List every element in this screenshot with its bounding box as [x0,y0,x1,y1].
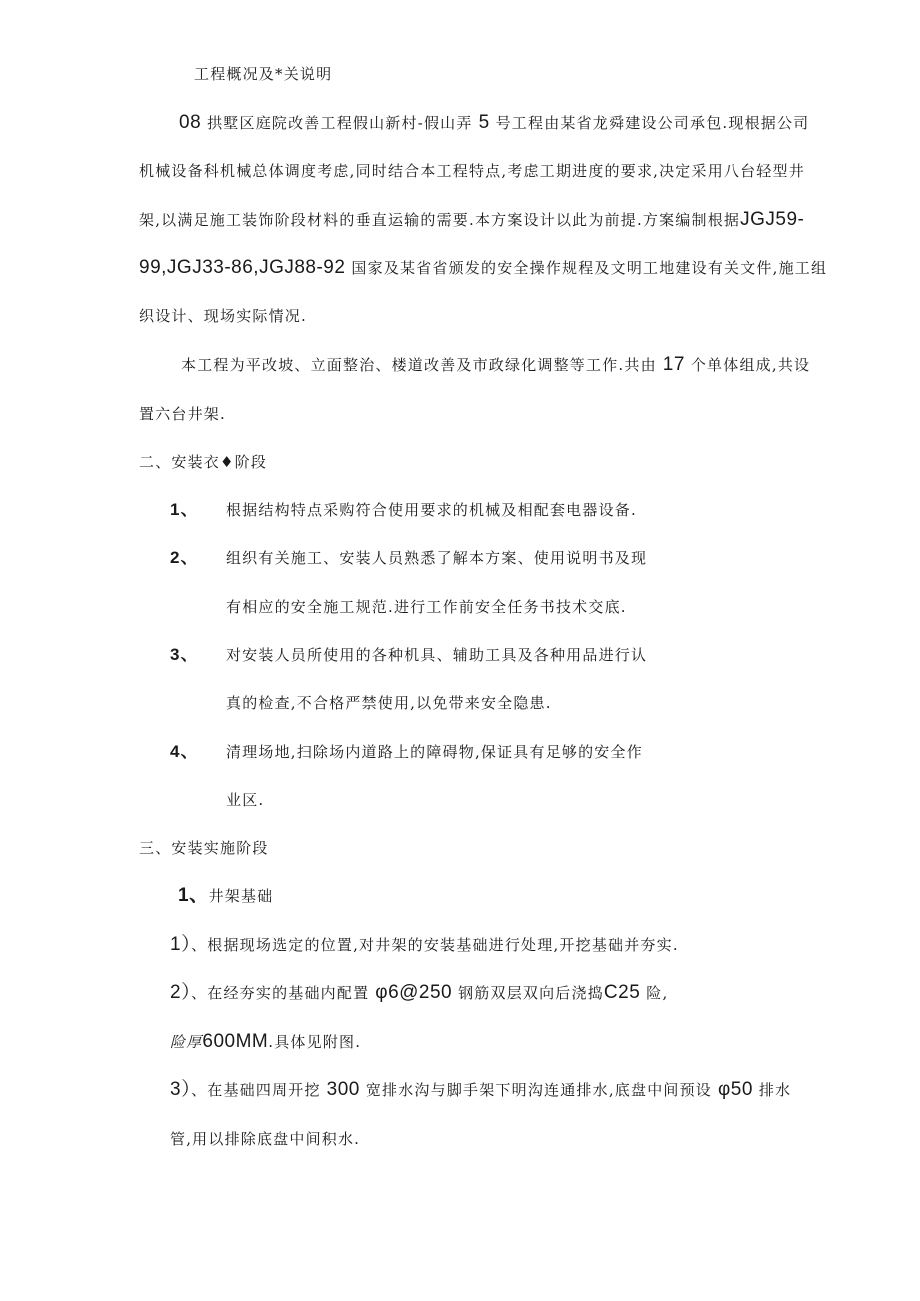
s3-item-3-text-c: 宽排水沟与脚手架下明沟连通排水,底盘中间预设 [365,1081,712,1099]
s3-item-2-num: 2） [170,982,192,1003]
section2-heading [139,452,267,472]
s3-item-3-pipe: φ50 [717,1079,753,1100]
section3-heading [139,838,269,858]
p1-l5-text: 织设计、现场实际情况. [139,307,307,325]
p1-line-3 [139,210,804,230]
doc-title [194,64,332,84]
p1-line-5 [139,306,307,326]
s2-item-4-num: 4、 [170,742,199,761]
s2-item-2-num: 2、 [170,548,199,567]
p1-l3-text: 架,以满足施工装饰阶段材料的垂直运输的需要.本方案设计以此为前提.方案编制根据 [139,211,741,229]
p1-l1-text2: 号工程由某省龙舜建设公司承包.现根据公司 [495,114,810,132]
s3-item-3-text-e: 排水 [758,1081,792,1099]
s2-item-3-num: 3、 [170,645,199,664]
s3-sub-heading [178,886,273,906]
s2-item-4 [170,742,643,762]
p1-l1-text: 拱墅区庭院改善工程假山新村-假山弄 [207,114,473,132]
s3-item-2 [170,983,668,1003]
s2-item-1-num: 1、 [170,500,199,519]
p1-l4-text: 国家及某省省颁发的安全操作规程及文明工地建设有关文件,施工组 [351,259,828,277]
s3-sub-num: 1、 [178,885,209,906]
s3-item-2-text-c: 钢筋双层双向后浇捣 [458,984,604,1002]
p2-l1-num: 17 [662,354,685,375]
p1-line-4 [139,258,827,278]
p2-l1-text2: 个单体组成,共设 [690,356,811,374]
s2-item-2 [170,548,647,568]
p1-l1-group [139,113,809,133]
p2-l2-text: 置六台井架. [139,405,226,423]
s2-item-3-cont [226,693,552,713]
s2-item-2-cont [226,597,627,617]
p2-l1-text: 本工程为平改坡、立面整治、楼道改善及市政绿化调整等工作.共由 [181,356,657,374]
s2-item-2-text: 组织有关施工、安装人员熟悉了解本方案、使用说明书及现 [225,549,648,567]
s3-item-2-text-a: 、在经夯实的基础内配置 [191,984,370,1002]
s3-item-2-text-e: 险, [646,984,669,1002]
s3-item-1 [170,935,679,955]
s3-item-2-cont-b: 600MM [202,1031,269,1052]
section3-heading-text: 三、安装实施阶段 [139,839,269,857]
s2-item-1-text: 根据结构特点采购符合使用要求的机械及相配套电器设备. [225,501,637,519]
p1-l2-text: 机械设备科机械总体调度考虑,同时结合本工程特点,考虑工期进度的要求,决定采用八台轻型井 [139,162,805,180]
s2-item-4-cont-text: 业区. [226,791,265,809]
section2-heading-text: 二、安装衣♦阶段 [139,453,268,471]
p1-line-1 [139,112,810,133]
s2-item-3 [170,645,647,665]
s3-item-3-width: 300 [326,1079,360,1100]
p1-l1-num2: 5 [478,112,490,133]
s3-item-2-spec: φ6@250 [375,982,453,1003]
s3-item-2-grade: C25 [603,982,641,1003]
p1-line-2 [139,161,805,181]
s3-item-1-text: 、根据现场选定的位置,对井架的安装基础进行处理,开挖基础并夯实. [191,936,679,954]
p1-l1-num: 08 [179,112,202,133]
p2-line-1 [181,355,810,375]
s2-item-4-text: 清理场地,扫除场内道路上的障碍物,保证具有足够的安全作 [225,743,643,761]
s3-item-3-cont-text: 管,用以排除底盘中间积水. [170,1130,361,1148]
doc-title-text: 工程概况及*关说明 [194,65,333,83]
s3-item-2-cont-a: 险厚 [170,1033,203,1051]
s3-item-3-num: 3） [170,1079,192,1100]
s3-item-3-text-a: 、在基础四周开挖 [191,1081,321,1099]
s3-item-3 [170,1080,791,1100]
s2-item-2-cont-text: 有相应的安全施工规范.进行工作前安全任务书技术交底. [226,598,627,616]
p2-line-2 [139,404,226,424]
p1-l4-code: 99,JGJ33-86,JGJ88-92 [139,257,346,278]
s2-item-3-text: 对安装人员所使用的各种机具、辅助工具及各种用品进行认 [225,646,648,664]
s2-item-1 [170,500,637,520]
s3-item-3-cont [170,1129,360,1149]
p1-l3-code: JGJ59- [740,209,805,230]
s3-item-1-num: 1） [170,934,192,955]
s3-sub-text: 井架基础 [208,887,274,905]
s2-item-3-cont-text: 真的检查,不合格严禁使用,以免带来安全隐患. [226,694,552,712]
s3-item-2-cont-c: .具体见附图. [268,1033,362,1051]
s2-item-4-cont [226,790,264,810]
s3-item-2-cont [170,1032,361,1052]
